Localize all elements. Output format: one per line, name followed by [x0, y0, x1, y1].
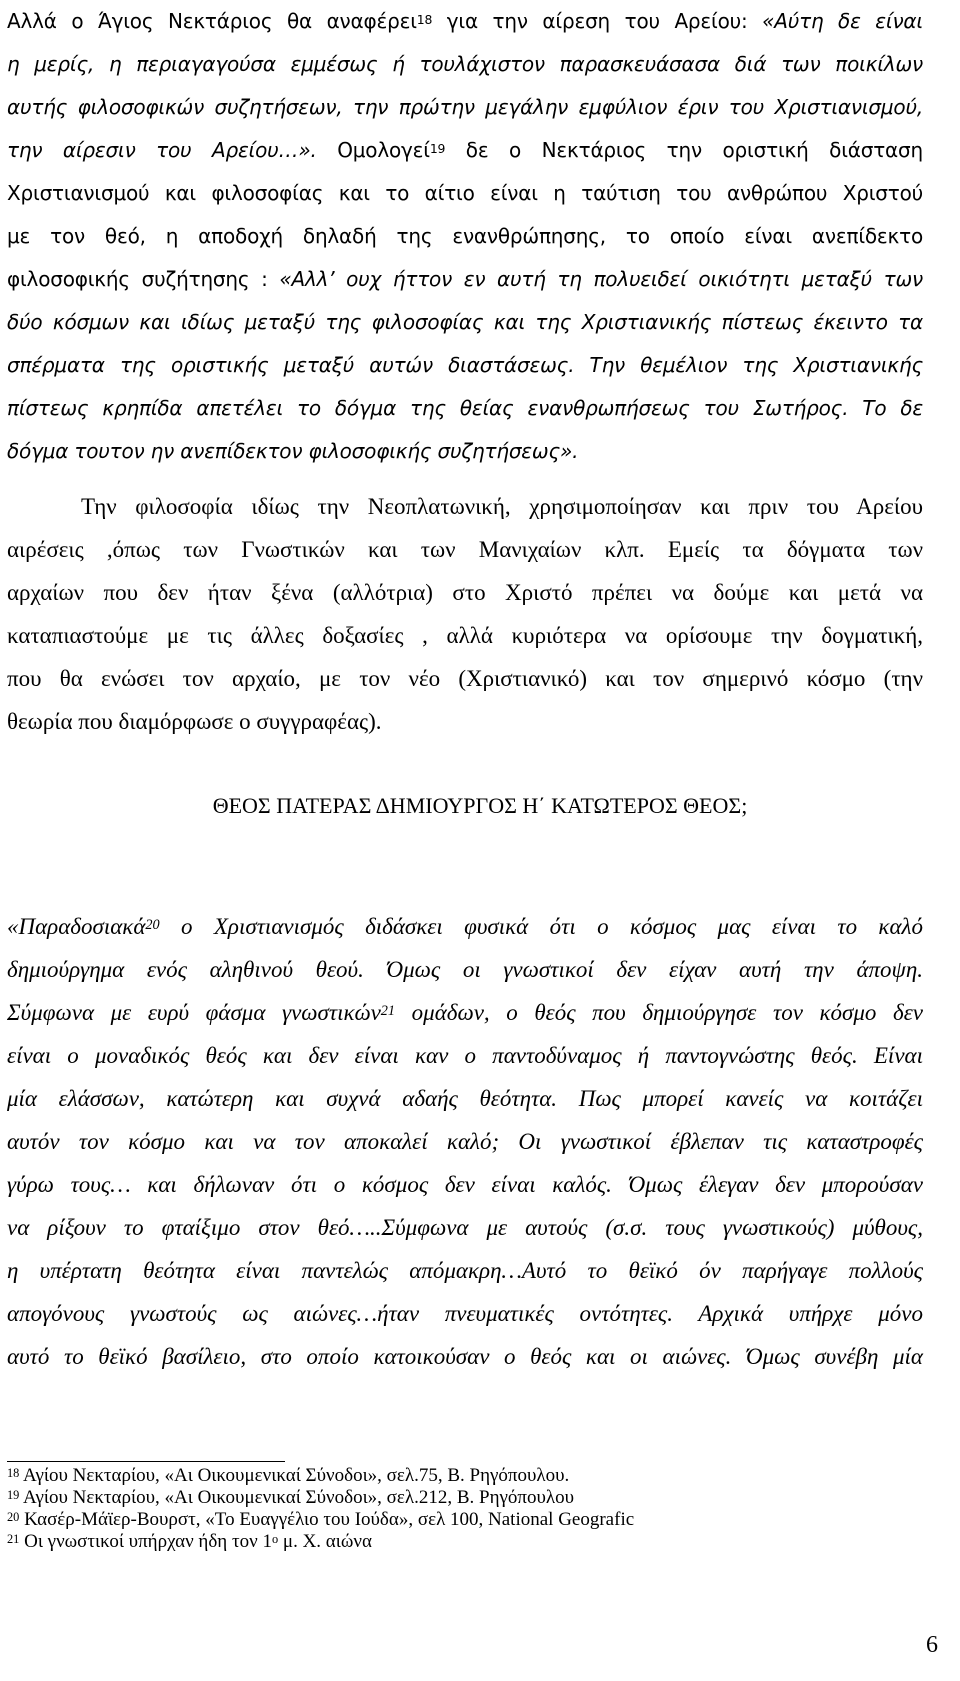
p3-line: απογόνους γνωστούς ως αιώνες…ήταν πνευματικές οντότητες. Αρχικά υπήρχε μόνο	[7, 1301, 923, 1326]
footnote: $^{18}$ Αγίου Νεκταρίου, «Αι Οικουμενικαί Σύνοδοι», σελ.75, Β. Ρηγόπουλου.	[7, 1465, 570, 1486]
section-heading: ΘΕΟΣ ΠΑΤΕΡΑΣ ΔΗΜΙΟΥΡΓΟΣ Η΄ ΚΑΤΩΤΕΡΟΣ ΘΕΟΣ;	[212, 793, 748, 818]
p3-line: γύρω τους… και δήλωναν ότι ο κόσμος δεν είναι καλός. Όμως έλεγαν δεν μπορούσαν	[7, 1172, 923, 1197]
p2-line: που θα ενώσει τον αρχαίο, με τον νέο (Χριστιανικό) και τον σημερινό κόσμο (την	[7, 666, 923, 691]
p1-line: με τον θεό, η αποδοχή δηλαδή της ενανθρώπησης, το οποίο είναι ανεπίδεκτο	[7, 224, 923, 248]
p3-line: αυτόν τον κόσμο και να τον αποκαλεί καλό; Οι γνωστικοί έβλεπαν τις καταστροφές	[7, 1129, 923, 1154]
p1-line: φιλοσοφικής συζήτησης : «Αλλ’ ουχ ήττον εν αυτή τη πολυειδεί οικιότητι μεταξύ των	[7, 267, 923, 291]
p2-line: αιρέσεις ,όπως των Γνωστικών και των Μανιχαίων κλπ. Εμείς τα δόγματα των	[7, 537, 923, 562]
p1-line: αυτής φιλοσοφικών συζητήσεων, την πρώτην μεγάλην εμφύλιον έριν του Χριστιανισμού,	[7, 95, 923, 119]
page-number: 6	[926, 1632, 938, 1658]
p2-line: αρχαίων που δεν ήταν ξένα (αλλότρια) στο Χριστό πρέπει να δούμε και μετά να	[7, 580, 923, 605]
p1-line: Χριστιανισμού και φιλοσοφίας και το αίτιο είναι η ταύτιση του ανθρώπου Χριστού	[7, 181, 923, 205]
p3-line: «Παραδοσιακά$^{20}$ ο Χριστιανισμός διδάσκει φυσικά ότι ο κόσμος μας είναι το καλό	[7, 914, 923, 939]
p1-line: Αλλά ο Άγιος Νεκτάριος θα αναφέρει$^{18}$ για την αίρεση του Αρείου: «Αύτη δε είναι	[7, 9, 923, 33]
p1-line: δύο κόσμων και ιδίως μεταξύ της φιλοσοφίας και της Χριστιανικής πίστεως έκειντο τα	[7, 310, 923, 334]
p3-line: είναι ο μοναδικός θεός και δεν είναι καν ο παντοδύναμος ή παντογνώστης θεός. Είναι	[7, 1043, 923, 1068]
p1-line: πίστεως κρηπίδα απετέλει το δόγμα της θείας ενανθρωπήσεως του Σωτήρος. Το δε	[7, 396, 923, 420]
footnote: $^{21}$ Οι γνωστικοί υπήρχαν ήδη τον $1^o$ μ. Χ. αιώνα	[7, 1531, 372, 1552]
paragraph-1	[7, 0, 923, 473]
footnote-separator	[7, 1461, 285, 1462]
p3-line: η υπέρτατη θεότητα είναι παντελώς απόμακρη…Αυτό το θεϊκό όν παρήγαγε πολλούς	[7, 1258, 923, 1283]
p3-line: δημιούργημα ενός αληθινού θεού. Όμως οι γνωστικοί δεν είχαν αυτή την άποψη.	[7, 957, 923, 982]
footnote: $^{20}$ Κασέρ-Μάϊερ-Βουρστ, «Το Ευαγγέλιο του Ιούδα», σελ 100, National Geografic	[7, 1509, 635, 1530]
p3-line: μία ελάσσων, κατώτερη και συχνά αδαής θεότητα. Πως μπορεί κανείς να κοιτάζει	[7, 1086, 923, 1111]
p1-line: η μερίς, η περιαγαγούσα εμμέσως ή τουλάχιστον παρασκευάσασα διά των ποικίλων	[7, 52, 923, 76]
p3-line: να ρίξουν το φταίξιμο στον θεό…..Σύμφωνα με αυτούς (σ.σ. τους γνωστικούς) μύθους,	[7, 1215, 923, 1240]
paragraph-2	[7, 485, 923, 743]
p1-line: σπέρματα της οριστικής μεταξύ αυτών διαστάσεως. Την θεμέλιον της Χριστιανικής	[7, 353, 923, 377]
footnotes	[7, 1465, 923, 1553]
footnote: $^{19}$ Αγίου Νεκταρίου, «Αι Οικουμενικαί Σύνοδοι», σελ.212, Β. Ρηγόπουλου	[7, 1487, 575, 1508]
paragraph-3	[7, 905, 923, 1378]
p1-line: δόγμα τουτον ην ανεπίδεκτον φιλοσοφικής συζητήσεως».	[7, 439, 579, 463]
p3-line: Σύμφωνα με ευρύ φάσμα γνωστικών$^{21}$ ομάδων, ο θεός που δημιούργησε τον κόσμο δεν	[7, 1000, 924, 1025]
p2-line: Την φιλοσοφία ιδίως την Νεοπλατωνική, χρησιμοποίησαν και πριν του Αρείου	[7, 494, 923, 519]
p1-line: την αίρεσιν του Αρείου…». Ομολογεί$^{19}$ δε ο Νεκτάριος την οριστική διάσταση	[7, 138, 923, 162]
p2-line: θεωρία που διαμόρφωσε ο συγγραφέας).	[7, 709, 382, 734]
p2-line: καταπιαστούμε με τις άλλες δοξασίες , αλλά κυριότερα να ορίσουμε την δογματική,	[7, 623, 923, 648]
p3-line: αυτό το θεϊκό βασίλειο, στο οποίο κατοικούσαν ο θεός και οι αιώνες. Όμως συνέβη μία	[7, 1344, 923, 1369]
